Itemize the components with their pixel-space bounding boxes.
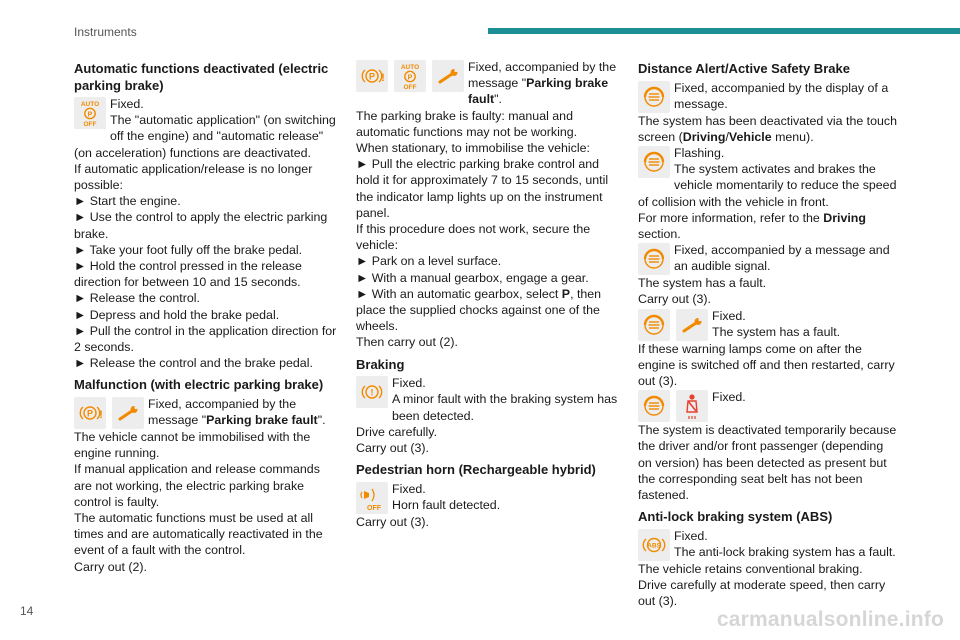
- abs-block: ABS Fixed. The anti-lock braking system has a fault.: [638, 528, 900, 561]
- auto-step: ► Pull the control in the application direction for 2 seconds.: [74, 323, 337, 355]
- svg-text:!: !: [381, 72, 385, 84]
- braking-heading: Braking: [356, 356, 405, 372]
- auto-step: ► Release the control.: [74, 291, 200, 306]
- column-2: P ! AUTO P OFF Fixed, accompanied by the message "Parking brake fault". The parking brake is faulty: manual and automatic functions may not be working. When stationary, to immobilise the vehicle: ► Pull the electric parking brake control and hold it for approximately 7 to 15 seconds, until the indicator lamp lights up on the instrument panel. If this procedure does not work, secure the vehicle: ► Park on a level surface. ► With a manual gearbox, engage a gear. ► With an automatic gearbox, select P, then place the supplied chocks against one of the wheels. Then carry out (2). Braking ! Fixed. A minor fault with the braking system has been detected. Drive carefully. Carry out (3). Pedestrian horn (Rechargeable hybrid) OFF Fixed. Horn fault detected. Carry out (3).: [356, 59, 622, 530]
- auto-step: ► Release the control and the brake pedal.: [74, 356, 313, 371]
- abs-heading: Anti-lock braking system (ABS): [638, 509, 833, 525]
- distance-alert-block-5: Fixed.: [638, 389, 900, 422]
- pedestrian-horn-block: OFF Fixed. Horn fault detected.: [356, 481, 622, 514]
- auto-step: ► Take your foot fully off the brake pedal.: [74, 242, 303, 257]
- svg-text:OFF: OFF: [403, 84, 417, 90]
- svg-text:!: !: [370, 387, 374, 398]
- auto-parking-brake-off-icon: [74, 97, 106, 129]
- braking-block: ! Fixed. A minor fault with the braking system has been detected.: [356, 375, 622, 424]
- auto-parking-brake-off-icon: [394, 60, 426, 92]
- wrench-icon: [432, 60, 464, 92]
- auto-step: ► Use the control to apply the electric parking brake.: [74, 210, 328, 241]
- auto-step: ► Start the engine.: [74, 194, 181, 209]
- active-safety-brake-icon: [638, 81, 670, 113]
- distance-alert-heading: Distance Alert/Active Safety Brake: [638, 61, 850, 76]
- svg-text:P: P: [407, 74, 413, 82]
- malfunction-heading: Malfunction (with electric parking brake): [74, 377, 324, 393]
- distance-alert-block-2: Flashing. The system activates and brakes the vehicle momentarily to reduce the speed of collision with the vehicle in front.: [638, 145, 897, 209]
- header-accent-bar: [488, 28, 960, 34]
- distance-alert-block-3: Fixed, accompanied by a message and an audible signal.: [638, 242, 900, 275]
- seat-belt-icon: [676, 390, 708, 422]
- pedestrian-horn-off-icon: [356, 482, 388, 514]
- svg-text:ABS: ABS: [647, 542, 661, 550]
- svg-text:P: P: [87, 111, 93, 119]
- watermark: carmanualsonline.info: [716, 608, 944, 631]
- svg-text:AUTO: AUTO: [80, 101, 100, 108]
- distance-alert-block-4: Fixed. The system has a fault.: [638, 308, 900, 341]
- active-safety-brake-icon: [638, 243, 670, 275]
- section-title: Instruments: [74, 25, 137, 39]
- braking-warning-icon: [356, 376, 388, 408]
- svg-text:AUTO: AUTO: [400, 64, 420, 71]
- svg-text:OFF: OFF: [83, 121, 97, 127]
- column-1: Automatic functions deactivated (electric parking brake) AUTO P OFF Fixed. The "automatic application" (on switching off the engine) and "automatic release" (on acceleration) functions are deactivated. If automatic application/release is no longer possible: ► Start the engine. ► Use the control to apply the electric parking brake. ► Take your foot fully off the brake pedal. ► Hold the control pressed in the release direction for between 10 and 15 seconds. ► Release the control. ► Depress and hold the brake pedal. ► Pull the control in the application direction for 2 seconds. ► Release the control and the brake pedal. Malfunction (with electric parking brake) P ! Fixed, accompanied by the message "Parking brake fault". The vehicle cannot be immobilised with the engine running. If manual application and release commands are not working, the electric parking brake control is faulty. The automatic functions must be used at all times and are automatically reactivated in the event of a fault with the control. Carry out (2).: [74, 57, 340, 575]
- auto-functions-heading: Automatic functions deactivated (electric parking brake): [74, 61, 329, 93]
- malfunction-block: P ! Fixed, accompanied by the message "Parking brake fault".: [74, 396, 340, 429]
- auto-functions-block: AUTO P OFF Fixed. The "automatic application" (on switching off the engine) and "automatic release" (on acceleration) functions are deactivated.: [74, 97, 336, 160]
- svg-text:OFF: OFF: [367, 504, 381, 512]
- wrench-icon: [112, 397, 144, 429]
- svg-text:!: !: [99, 408, 103, 421]
- auto-step: ► Hold the control pressed in the release direction for between 10 and 15 seconds.: [74, 259, 302, 290]
- column-3: Distance Alert/Active Safety Brake Fixed, accompanied by the display of a message. The system has been deactivated via the touch screen (Driving/Vehicle menu). Flashing. The system activates and brakes the vehicle momentarily to reduce the speed of collision with the vehicle in front. For more information, refer to the Driving section. Fixed, accompanied by a message and an audible signal. The system has a fault. Carry out (3). Fixed. The system has a fault. If these warning lamps come on after the engine is switched off and then restarted, carry out (3). Fixed. The system is deactivated temporarily because the driver and/or front passenger (depending on version) has been detected as present but the corresponding seat belt has not been fastened. Anti-lock braking system (ABS) ABS Fixed. The anti-lock braking system has a fault. The vehicle retains conventional braking. Drive carefully at moderate speed, then carry out (3).: [638, 57, 900, 609]
- active-safety-brake-icon: [638, 390, 670, 422]
- parking-brake-warning-icon: [356, 60, 388, 92]
- parking-brake-warning-icon: [74, 397, 106, 429]
- active-safety-brake-icon: [638, 309, 670, 341]
- svg-text:P: P: [368, 71, 376, 82]
- abs-icon: [638, 529, 670, 561]
- auto-step: ► Depress and hold the brake pedal.: [74, 307, 280, 322]
- page-number: 14: [20, 604, 34, 618]
- distance-alert-block-1: Fixed, accompanied by the display of a message.: [638, 80, 900, 113]
- pedestrian-horn-heading: Pedestrian horn (Rechargeable hybrid): [356, 462, 596, 478]
- wrench-icon: [676, 309, 708, 341]
- svg-text:P: P: [86, 408, 94, 419]
- active-safety-brake-icon: [638, 146, 670, 178]
- parking-brake-fault-block: P ! AUTO P OFF Fixed, accompanied by the message "Parking brake fault".: [356, 59, 622, 108]
